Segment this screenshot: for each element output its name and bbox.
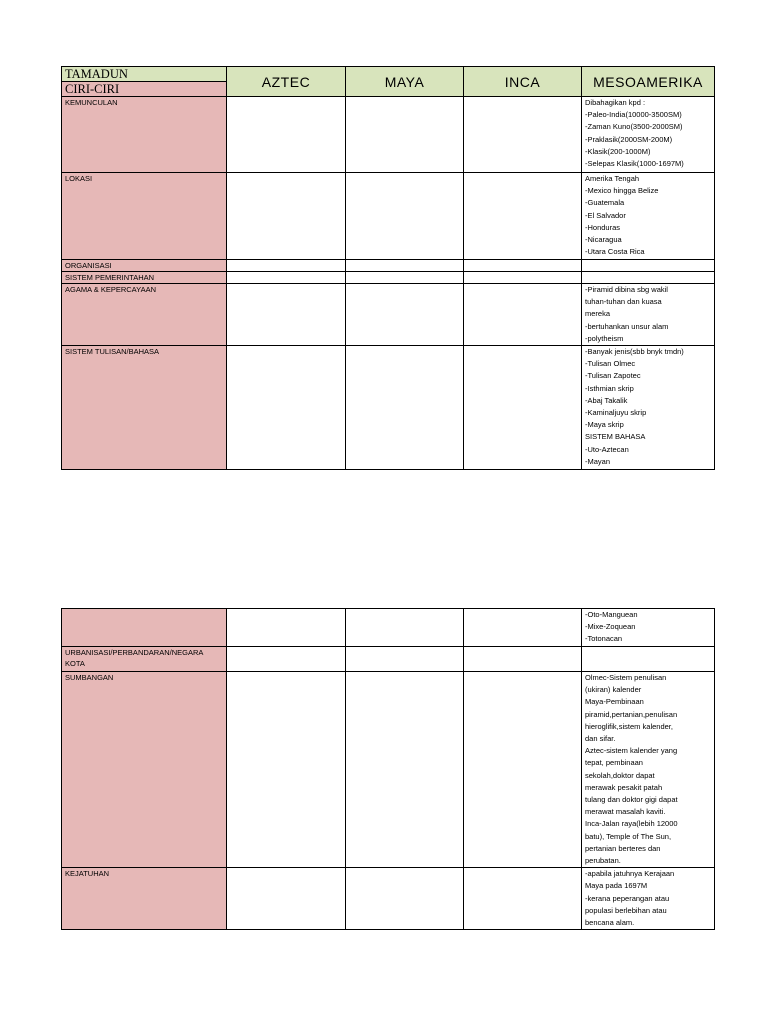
cell-text-line: -Totonacan [585, 634, 623, 644]
cell-aztec [227, 260, 346, 272]
cell-maya [346, 97, 464, 173]
column-header-inca: INCA [464, 67, 582, 97]
cell-text-line: -Tulisan Olmec [585, 359, 636, 369]
cell-aztec [227, 272, 346, 284]
row-label-kemunculan: KEMUNCULAN [62, 97, 227, 173]
row-label-continued [62, 609, 227, 647]
cell-text-line: -Zaman Kuno(3500-2000SM) [585, 122, 683, 132]
cell-inca [464, 97, 582, 173]
cell-text-line: -Selepas Klasik(1000-1697M) [585, 159, 684, 169]
row-label-lokasi: LOKASI [62, 173, 227, 260]
cell-inca [464, 868, 582, 930]
cell-text-line: -Honduras [585, 222, 621, 232]
cell-text-line: Aztec-sistem kalender yang [585, 746, 678, 756]
cell-text-line: batu), Temple of The Sun, [585, 831, 672, 841]
cell-text-line: tulang dan doktor gigi dapat [585, 795, 678, 805]
cell-text-line: Amerika Tengah [585, 174, 640, 183]
cell-text-line: -Mayan [585, 456, 611, 466]
cell-text-line: -Abaj Takalik [585, 395, 628, 405]
cell-aztec [227, 609, 346, 647]
cell-maya [346, 647, 464, 672]
cell-maya [346, 272, 464, 284]
cell-aztec [227, 647, 346, 672]
table-row-lokasi [62, 173, 715, 260]
cell-text-line: (ukiran) kalender [585, 685, 642, 695]
cell-mesoamerika [582, 647, 715, 672]
table-row-organisasi [62, 260, 715, 272]
cell-text-line: merawak pesakit patah [585, 782, 663, 792]
table-row-sistem-tulisan-bahasa [62, 346, 715, 470]
cell-text-line: -Mexico hingga Belize [585, 186, 659, 196]
cell-inca [464, 173, 582, 260]
cell-inca [464, 346, 582, 470]
cell-inca [464, 260, 582, 272]
cell-text-line: -Oto-Manguean [585, 610, 638, 619]
table-row-urbanisasi-perbandaran-negara-kota [62, 647, 715, 672]
row-label-sistem-tulisan-bahasa: SISTEM TULISAN/BAHASA [62, 346, 227, 470]
cell-text-line: -El Salvador [585, 210, 626, 220]
comparison-table-page2 [61, 608, 715, 930]
cell-text-line: -Tulisan Zapotec [585, 371, 641, 381]
cell-text-line: Inca-Jalan raya(lebih 12000 [585, 819, 678, 829]
cell-text-line: SISTEM BAHASA [585, 432, 646, 442]
column-header-aztec: AZTEC [227, 67, 346, 97]
corner-label-ciri-ciri: CIRI-CIRI [65, 82, 120, 96]
cell-text-line: perubatan. [585, 856, 621, 866]
cell-text-line: tepat, pembinaan [585, 758, 643, 768]
cell-text-line: -Piramid dibina sbg wakil [585, 285, 668, 294]
column-header-mesoamerika: MESOAMERIKA [582, 67, 715, 97]
cell-maya [346, 672, 464, 868]
corner-label-tamadun: TAMADUN [62, 67, 226, 82]
cell-text-line: -bertuhankan unsur alam [585, 321, 669, 331]
row-label-kejatuhan: KEJATUHAN [62, 868, 227, 930]
cell-text-line: populasi berlebihan atau [585, 905, 667, 915]
cell-inca [464, 272, 582, 284]
cell-mesoamerika [582, 97, 715, 173]
row-label-sistem-pemerintahan: SISTEM PEMERINTAHAN [62, 272, 227, 284]
cell-text-line: -kerana peperangan atau [585, 893, 670, 903]
cell-text-line: -Uto-Aztecan [585, 444, 629, 454]
cell-text-line: tuhan-tuhan dan kuasa [585, 297, 662, 307]
cell-text-line: -Klasik(200-1000M) [585, 146, 651, 156]
cell-maya [346, 284, 464, 346]
cell-text-line: sekolah,doktor dapat [585, 770, 655, 780]
cell-aztec [227, 346, 346, 470]
cell-text-line: -Nicaragua [585, 235, 622, 245]
row-label-agama-kepercayaan: AGAMA & KEPERCAYAAN [62, 284, 227, 346]
cell-text-line: -Maya skrip [585, 420, 624, 430]
cell-inca [464, 284, 582, 346]
cell-text-line: -polytheism [585, 333, 624, 343]
cell-maya [346, 609, 464, 647]
header-corner-cell [62, 67, 227, 97]
comparison-table-page1 [61, 66, 715, 470]
cell-text-line: -Banyak jenis(sbb bnyk tmdn) [585, 347, 684, 357]
table-row-kemunculan [62, 97, 715, 173]
table-row-continued [62, 609, 715, 647]
cell-text-line: dan sifar. [585, 734, 616, 744]
cell-text-line: -Mixe-Zoquean [585, 622, 636, 632]
cell-mesoamerika [582, 284, 715, 346]
column-header-maya: MAYA [346, 67, 464, 97]
cell-text-line: hieroglifik,sistem kalender, [585, 721, 673, 731]
cell-text-line: Maya-Pembinaan [585, 697, 644, 707]
table-row-agama-kepercayaan [62, 284, 715, 346]
cell-inca [464, 609, 582, 647]
cell-text-line: -Praklasik(2000SM-200M) [585, 134, 673, 144]
cell-aztec [227, 97, 346, 173]
cell-aztec [227, 173, 346, 260]
cell-aztec [227, 868, 346, 930]
cell-mesoamerika [582, 346, 715, 470]
cell-text-line: Dibahagikan kpd : [585, 98, 646, 107]
table-row-sumbangan [62, 672, 715, 868]
cell-text-line: -Guatemala [585, 198, 625, 208]
cell-mesoamerika [582, 868, 715, 930]
cell-text-line: mereka [585, 309, 611, 319]
row-label-organisasi: ORGANISASI [62, 260, 227, 272]
cell-maya [346, 868, 464, 930]
cell-mesoamerika [582, 260, 715, 272]
cell-maya [346, 173, 464, 260]
row-label-urbanisasi-perbandaran-negara-kota: URBANISASI/PERBANDARAN/NEGARA KOTA [62, 647, 227, 672]
cell-text-line: pertanian berteres dan [585, 843, 661, 853]
cell-mesoamerika [582, 272, 715, 284]
cell-text-line: piramid,pertanian,penulisan [585, 709, 678, 719]
cell-text-line: bencana alam. [585, 918, 635, 928]
cell-text-line: -Paleo-India(10000-3500SM) [585, 110, 682, 120]
cell-mesoamerika [582, 672, 715, 868]
cell-text-line: -apabila jatuhnya Kerajaan [585, 869, 675, 879]
cell-mesoamerika [582, 173, 715, 260]
cell-text-line: -Kaminaljuyu skrip [585, 408, 647, 418]
row-label-sumbangan: SUMBANGAN [62, 672, 227, 868]
cell-aztec [227, 284, 346, 346]
cell-maya [346, 346, 464, 470]
cell-inca [464, 647, 582, 672]
cell-text-line: Maya pada 1697M [585, 881, 648, 891]
table-row-sistem-pemerintahan [62, 272, 715, 284]
cell-maya [346, 260, 464, 272]
cell-text-line: Olmec-Sistem penulisan [585, 673, 667, 682]
cell-aztec [227, 672, 346, 868]
cell-text-line: -Isthmian skrip [585, 383, 634, 393]
cell-text-line: -Utara Costa Rica [585, 247, 645, 257]
cell-mesoamerika [582, 609, 715, 647]
cell-inca [464, 672, 582, 868]
table-row-kejatuhan [62, 868, 715, 930]
cell-text-line: merawat masalah kaviti. [585, 807, 666, 817]
